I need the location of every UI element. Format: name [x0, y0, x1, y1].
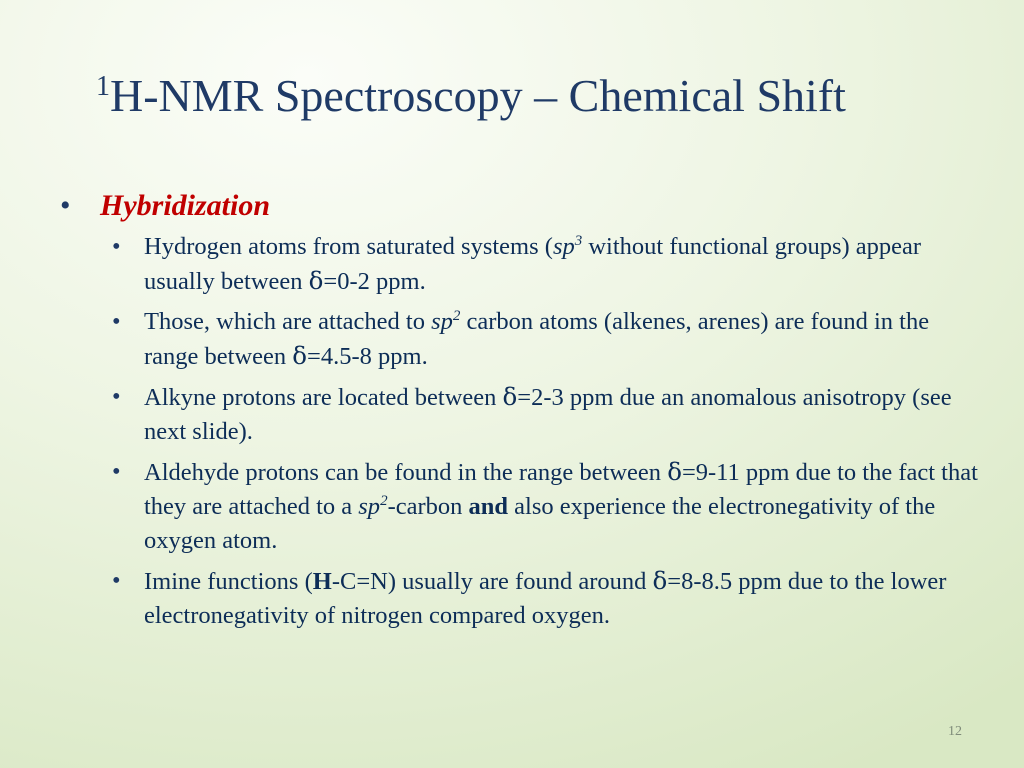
text-run: Alkyne protons are located between: [144, 384, 503, 411]
text-run: carbon atoms (alkenes, arenes) are found in the range between: [144, 308, 930, 370]
delta-symbol: δ: [292, 341, 308, 370]
bullet-dot-icon: •: [112, 233, 121, 260]
slide-number: 12: [948, 724, 962, 739]
sub-bullet-item: [112, 380, 978, 449]
sub-bullet-item: [112, 455, 978, 558]
superscript-run: 2: [380, 493, 388, 509]
text-run: Imine functions (: [144, 568, 313, 595]
text-run: without functional groups) appear usually between: [144, 233, 922, 295]
superscript-run: 2: [452, 308, 461, 324]
title-text: H-NMR Spectroscopy – Chemical Shift: [110, 70, 846, 121]
bullet-dot-icon: •: [112, 458, 121, 485]
bold-run: H: [312, 568, 332, 595]
sub-bullet-item: [112, 305, 978, 374]
sub-bullet-text: [144, 305, 978, 374]
delta-symbol: δ: [502, 382, 518, 411]
text-run: -C=N) usually are found around: [331, 568, 653, 595]
italic-run: sp: [552, 233, 575, 260]
sub-bullet-text: [144, 230, 978, 299]
slide-title: [96, 66, 846, 126]
bullet-dot-icon: •: [112, 567, 121, 594]
text-run: also experience the electronegativity of the oxygen atom.: [144, 493, 936, 554]
text-run: =8-8.5 ppm due to the lower electronegativity of nitrogen compared oxygen.: [144, 568, 947, 629]
sub-bullet-item: [112, 564, 978, 633]
slide-content: [58, 186, 978, 639]
sub-bullet-text: [144, 564, 978, 633]
italic-run: sp: [431, 308, 453, 335]
text-run: =0-2 ppm.: [323, 268, 426, 295]
sub-bullet-item: [112, 230, 978, 299]
text-run: Aldehyde protons can be found in the range between: [144, 459, 668, 486]
bullet-dot-icon: •: [60, 189, 71, 222]
text-run: -carbon: [387, 493, 469, 520]
bullet-dot-icon: •: [112, 308, 121, 335]
text-run: =9-11 ppm due to the fact that they are attached to a: [144, 459, 978, 520]
delta-symbol: δ: [652, 566, 668, 595]
italic-run: sp: [358, 493, 381, 520]
sub-bullet-text: [144, 455, 978, 558]
text-run: Those, which are attached to: [144, 308, 432, 335]
bullet-hybridization: [58, 186, 978, 226]
delta-symbol: δ: [667, 457, 682, 486]
delta-symbol: δ: [308, 266, 324, 295]
title-superscript: 1: [96, 71, 110, 102]
superscript-run: 3: [574, 233, 583, 249]
bullet-dot-icon: •: [112, 383, 121, 410]
bold-run: and: [468, 493, 509, 520]
sub-bullet-list: [58, 230, 978, 633]
text-run: =4.5-8 ppm.: [307, 343, 428, 370]
text-run: =2-3 ppm due an anomalous anisotropy (see next slide).: [144, 384, 952, 445]
section-heading: Hybridization: [100, 189, 271, 222]
sub-bullet-text: [144, 380, 978, 449]
text-run: Hydrogen atoms from saturated systems (: [144, 233, 553, 260]
